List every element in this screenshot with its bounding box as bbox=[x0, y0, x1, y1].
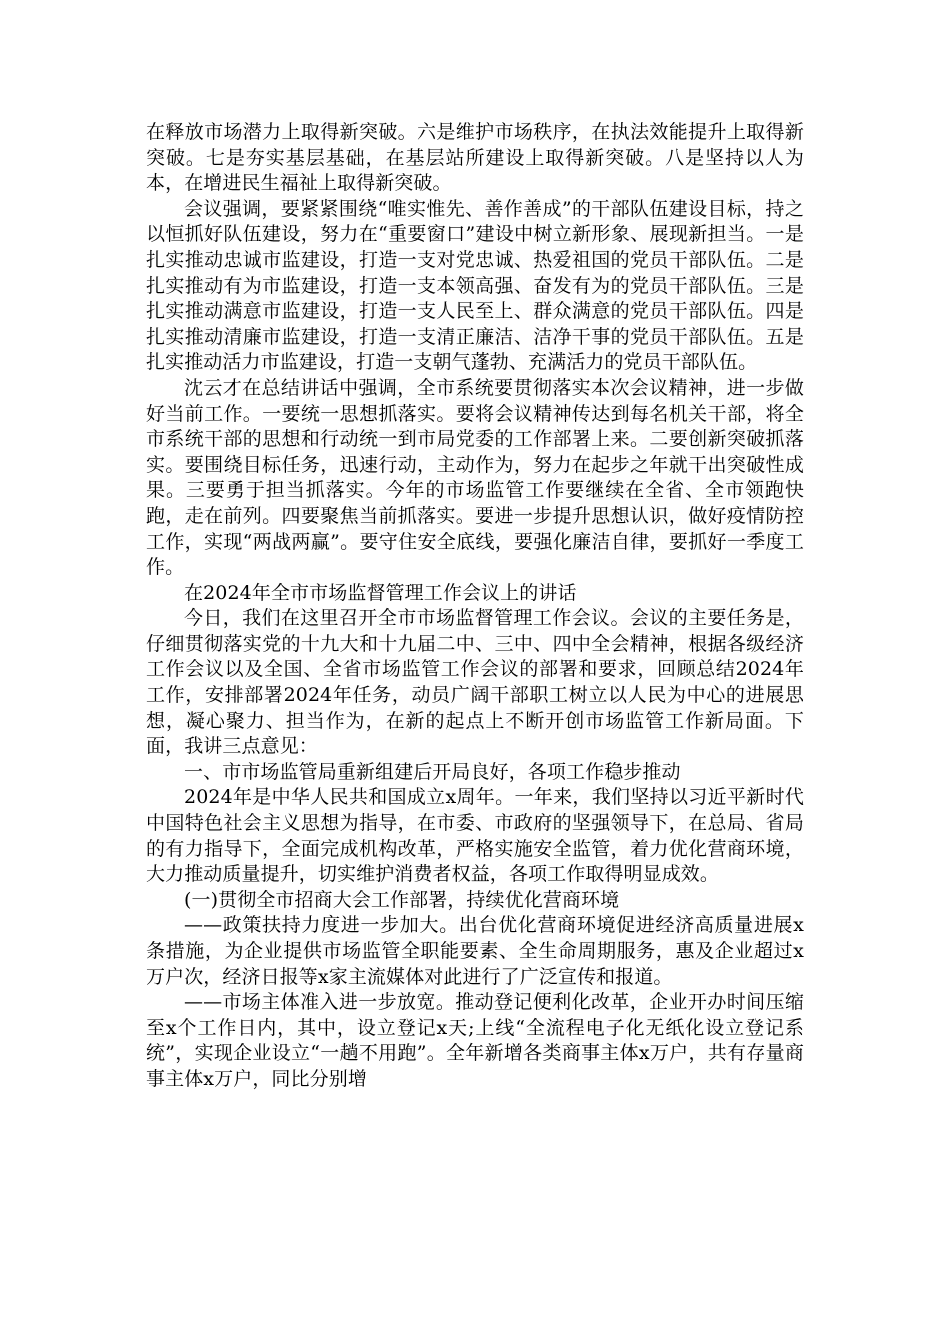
paragraph: 沈云才在总结讲话中强调，全市系统要贯彻落实本次会议精神，进一步做好当前工作。一要统一思想抓落实。要将会议精神传达到每名机关干部，将全市系统干部的思想和行动统一到市局党委的工作部署上来。二要创新突破抓落实。要围绕目标任务，迅速行动，主动作为，努力在起步之年就干出突破性成果。三要勇于担当抓落实。今年的市场监管工作要继续在全省、全市领跑快跑，走在前列。四要聚焦当前抓落实。要进一步提升思想认识，做好疫情防控工作，实现“两战两赢”。要守住安全底线，要强化廉洁自律，要抓好一季度工作。 bbox=[146, 376, 804, 579]
paragraph: ——政策扶持力度进一步加大。出台优化营商环境促进经济高质量进展x条措施，为企业提供市场监管全职能要素、全生命周期服务，惠及企业超过x万户次，经济日报等x家主流媒体对此进行了广泛宣传和报道。 bbox=[146, 914, 804, 988]
speech-title: 在2024年全市市场监督管理工作会议上的讲话 bbox=[184, 581, 577, 604]
section-heading: 一、市市场监管局重新组建后开局良好，各项工作稳步推动 bbox=[184, 760, 681, 783]
paragraph: ——市场主体准入进一步放宽。推动登记便利化改革，企业开办时间压缩至x个工作日内，其中，设立登记x天;上线“全流程电子化无纸化设立登记系统”，实现企业设立“一趟不用跑”。全年新增各类商事主体x万户，共有存量商事主体x万户，同比分别增 bbox=[146, 991, 804, 1090]
paragraph: 今日，我们在这里召开全市市场监督管理工作会议。会议的主要任务是，仔细贯彻落实党的十九大和十九届二中、三中、四中全会精神，根据各级经济工作会议以及全国、全省市场监管工作会议的部署和要求，回顾总结2024年工作，安排部署2024年任务，动员广阔干部职工树立以人民为中心的进展思想，凝心聚力、担当作为，在新的起点上不断开创市场监管工作新局面。下面，我讲三点意见： bbox=[146, 607, 804, 758]
paragraph: 在释放市场潜力上取得新突破。六是维护市场秩序，在执法效能提升上取得新突破。七是夯实基层基础，在基层站所建设上取得新突破。八是坚持以人为本，在增进民生福祉上取得新突破。 bbox=[146, 121, 804, 195]
subsection-heading: (一)贯彻全市招商大会工作部署，持续优化营商环境 bbox=[184, 888, 620, 911]
paragraph: 会议强调，要紧紧围绕“唯实惟先、善作善成”的干部队伍建设目标，持之以恒抓好队伍建设，努力在“重要窗口”建设中树立新形象、展现新担当。一是扎实推动忠诚市监建设，打造一支对党忠诚、热爱祖国的党员干部队伍。二是扎实推动有为市监建设，打造一支本领高强、奋发有为的党员干部队伍。三是扎实推动满意市监建设，打造一支人民至上、群众满意的党员干部队伍。四是扎实推动清廉市监建设，打造一支清正廉洁、洁净干事的党员干部队伍。五是扎实推动活力市监建设，打造一支朝气蓬勃、充满活力的党员干部队伍。 bbox=[146, 197, 804, 374]
document-page bbox=[146, 120, 804, 1093]
paragraph: 2024年是中华人民共和国成立x周年。一年来，我们坚持以习近平新时代中国特色社会主义思想为指导，在市委、市政府的坚强领导下，在总局、省局的有力指导下，全面完成机构改革，严格实施安全监管，着力优化营商环境，大力推动质量提升，切实维护消费者权益，各项工作取得明显成效。 bbox=[146, 786, 804, 886]
